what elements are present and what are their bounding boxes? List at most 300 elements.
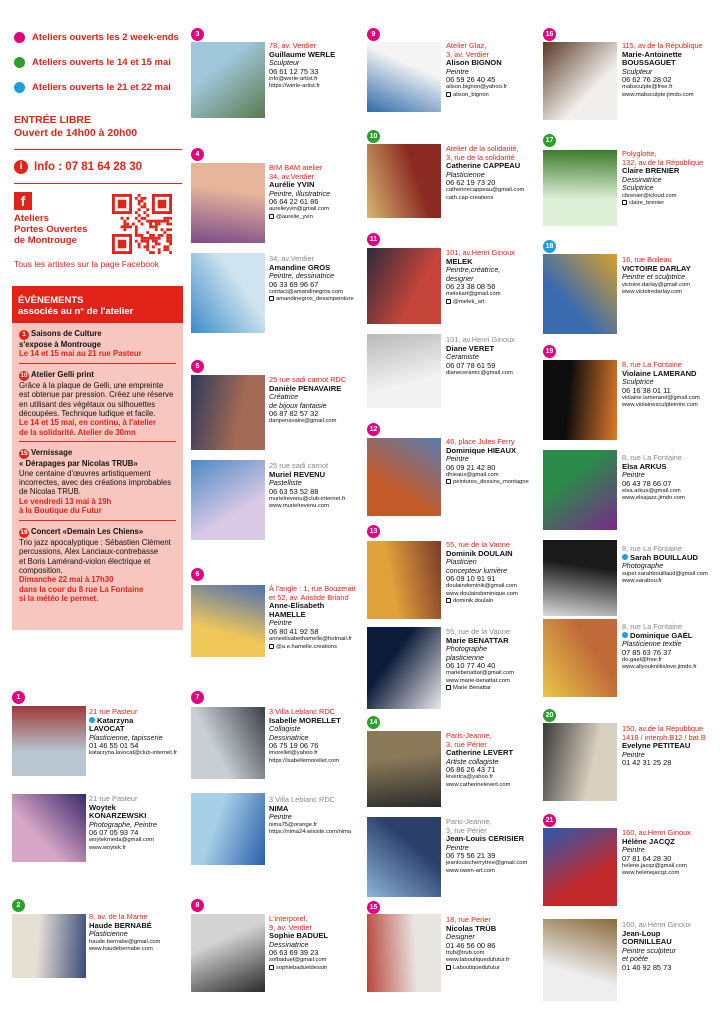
artist-phone[interactable]: 06 87 82 57 32 <box>269 409 319 418</box>
artist-name-text: Danièle PENAVAIRE <box>269 383 342 393</box>
artwork-photo[interactable] <box>367 144 441 218</box>
artist-role-line-2: Dessinatrice <box>269 732 309 742</box>
artist-role-line-2: plasticienne <box>446 652 484 662</box>
events-title: ÉVÈNEMENTS <box>18 295 84 306</box>
artist-contact-text: catherinecappeau@gmail.com <box>446 187 525 194</box>
artist-contact[interactable] <box>446 965 542 973</box>
artist-contact[interactable] <box>446 591 542 599</box>
artist-contact[interactable] <box>269 289 365 297</box>
legend-dot-icon <box>14 32 25 43</box>
events-panel <box>12 286 183 630</box>
event-text: de la solidarité. Atelier de 30mn <box>19 427 136 437</box>
event-text: Le 14 et 15 mai, en continu, à l'atelier <box>19 418 157 428</box>
artist-contact[interactable] <box>269 822 365 830</box>
artist-contact[interactable] <box>269 829 365 837</box>
artist-address: 16, rue Boileau <box>622 255 672 264</box>
artist-contact[interactable] <box>622 870 718 878</box>
event-text: s'expose à Montrouge <box>19 340 102 349</box>
artist-contact-text: www.woytek.fr <box>89 845 127 852</box>
artist-contact-text: doulaindominik@gmail.com <box>446 583 517 590</box>
artist-address: 55, rue de la Vanne <box>446 627 510 636</box>
legend-item <box>14 53 184 72</box>
event-line <box>19 370 176 381</box>
artist-contact-text: Laboutiquedufutur <box>453 965 500 972</box>
artist-phone[interactable]: 06 62 19 73 20 <box>446 178 496 188</box>
artist-contact[interactable] <box>446 472 542 480</box>
event-number-badge: 10 <box>20 371 28 379</box>
artist-role: Peintre <box>269 618 292 628</box>
artist-contact[interactable] <box>89 845 185 853</box>
instagram-icon <box>269 214 274 219</box>
artist-phone[interactable]: 01 46 56 00 86 <box>446 940 496 950</box>
event-text: Concert «Demain Les Chiens» <box>31 526 144 536</box>
event-number-badge: 1 <box>19 330 29 340</box>
atelier-number-badge: 20 <box>543 709 556 722</box>
artwork-photo[interactable] <box>191 163 265 243</box>
event-text: percussions, Alex Lanciaux-contrebasse <box>19 547 159 557</box>
event-line <box>19 594 176 603</box>
artist-contact[interactable] <box>446 583 542 591</box>
artist-contact-text: woytekmeda@gmail.com <box>89 837 154 844</box>
artwork-photo[interactable] <box>191 460 265 540</box>
artist-role: Peintre et sculptrice <box>622 272 686 282</box>
facebook-line-3: de Montrouge <box>14 235 77 246</box>
artist-role: Dessinatrice <box>269 939 309 949</box>
artist-contact-text: @melek_art <box>453 298 485 305</box>
artist-contact[interactable] <box>622 200 718 208</box>
artist-contact[interactable] <box>269 83 365 91</box>
artist-contact-text: www.murielrevenu.com <box>269 503 329 510</box>
artwork-photo[interactable] <box>12 794 86 862</box>
artist-contact[interactable] <box>446 370 542 378</box>
artist-role-line-2: Sculptrice <box>622 183 654 193</box>
facebook-line-2: Portes Ouvertes <box>14 224 88 235</box>
artist-name-line-2: HAMELLE <box>269 609 306 619</box>
artwork-photo[interactable] <box>12 706 86 776</box>
artist-name-text: Haude BERNABÉ <box>89 920 152 930</box>
artist-address: 46, place Jules Ferry <box>446 437 515 446</box>
artwork-photo[interactable] <box>367 914 441 992</box>
artwork-photo[interactable] <box>191 585 265 657</box>
artist-contact-text: https://werle-artist.fr <box>269 83 320 90</box>
artist-address: Atelier de la solidarité, <box>446 144 519 153</box>
artist-entry <box>446 732 542 790</box>
artwork-photo[interactable] <box>367 42 441 112</box>
artist-name-text: Nicolas TRÜB <box>446 923 497 933</box>
artist-phone[interactable]: 01 46 55 01 54 <box>89 741 139 751</box>
atelier-number-badge: 7 <box>191 691 204 704</box>
artist-address: Paris-Jeanne, <box>446 731 492 740</box>
artist-role-line-2: designer <box>446 273 474 283</box>
divider <box>14 183 182 184</box>
artist-phone[interactable]: 06 75 19 06 76 <box>269 741 319 750</box>
artist-contact-text: www.haudebernabe.com <box>89 946 153 953</box>
artist-entry <box>622 150 718 208</box>
artist-role: Peintre,créatrice, <box>446 265 501 275</box>
artist-contact[interactable] <box>622 402 718 410</box>
artwork-photo[interactable] <box>543 254 617 334</box>
artist-contact-text: www.catherinelevert.com <box>446 782 511 789</box>
artist-contact[interactable] <box>269 214 365 222</box>
artist-role: Photographe, Peintre <box>89 819 157 829</box>
artwork-photo[interactable] <box>367 627 441 709</box>
artist-address: 3 Villa Leblanc RDC <box>269 795 336 804</box>
artist-contact[interactable] <box>269 206 365 214</box>
artist-role: Peintre, dessinatrice <box>269 271 335 281</box>
artist-phone[interactable]: 07 81 64 28 30 <box>622 853 672 863</box>
artwork-photo[interactable] <box>367 817 441 897</box>
artist-contact[interactable] <box>269 644 365 652</box>
artist-entry <box>446 818 542 876</box>
artist-name-text: Anne-Elisabeth <box>269 601 325 611</box>
artist-entry <box>269 255 365 304</box>
events-list <box>12 323 183 608</box>
artist-phone[interactable]: 06 10 77 40 40 <box>446 661 496 670</box>
artist-role: Peintre <box>622 749 645 759</box>
artist-contact-text: katarzyna.lavocat@club-internet.fr <box>89 750 178 757</box>
artist-role: Ceramiste <box>446 352 479 362</box>
artist-contact[interactable] <box>446 84 542 92</box>
artist-contact-text: dhieaux@gmail.com <box>446 471 499 478</box>
artwork-photo[interactable] <box>367 334 441 408</box>
artist-entry <box>269 164 365 222</box>
artist-contact-text: cbrenier@icloud.com <box>622 192 677 199</box>
artist-phone[interactable]: 07 85 63 76 37 <box>622 647 672 657</box>
artist-contact[interactable] <box>622 289 718 297</box>
artist-phone[interactable]: 06 43 78 66 07 <box>622 478 672 488</box>
artist-entry <box>622 829 718 878</box>
artist-address-line-2: 3, rue Périer <box>446 825 487 835</box>
artwork-photo[interactable] <box>543 540 617 616</box>
artist-contact[interactable] <box>446 670 542 678</box>
artwork-photo[interactable] <box>543 360 617 440</box>
artist-address-line-2: 1418 / interph.B12 / bat.B <box>622 732 706 742</box>
artist-contact-text: murielrevenu@club-internet.fr <box>269 495 346 502</box>
artwork-photo[interactable] <box>367 248 441 324</box>
event-line <box>19 527 176 538</box>
artist-contact[interactable] <box>622 578 718 586</box>
artist-contact[interactable] <box>269 418 365 426</box>
artist-contact[interactable] <box>622 395 718 403</box>
artist-contact-text: www.elsajazz.jimdo.com <box>622 495 685 502</box>
artist-contact-text: amandinegros_dessinpeinture <box>276 296 354 303</box>
artist-contact-text: haude.bernabe@gmail.com <box>89 938 161 945</box>
artist-address: 8, rue La Fontaine <box>622 360 682 369</box>
artist-contact[interactable] <box>446 479 542 487</box>
artist-contact-text: helene.jacqz@gmail.com <box>622 862 687 869</box>
legend-label: Ateliers ouverts les 2 week-ends <box>32 32 179 43</box>
blue-dot-icon <box>622 554 628 560</box>
artwork-photo[interactable] <box>367 438 441 516</box>
artist-address: 3 Villa Leblanc RDC <box>269 707 336 716</box>
artwork-photo[interactable] <box>543 828 617 906</box>
artist-contact[interactable] <box>269 750 365 758</box>
artist-contact[interactable] <box>622 495 718 503</box>
artwork-photo[interactable] <box>543 150 617 226</box>
artist-contact[interactable] <box>89 946 185 954</box>
artist-name-text: Amandine GROS <box>269 262 331 272</box>
artist-name-text: MELEK <box>446 256 473 266</box>
artist-phone[interactable]: 06 86 26 43 71 <box>446 765 496 775</box>
legend-dot-icon <box>14 82 25 93</box>
artist-contact[interactable] <box>89 837 185 845</box>
artist-phone[interactable]: 06 23 38 08 56 <box>446 282 496 291</box>
atelier-number-badge: 16 <box>543 28 556 41</box>
artist-contact-text: www.mabsculpte.jimdo.com <box>622 92 694 99</box>
legend-dot-icon <box>14 57 25 68</box>
instagram-icon <box>446 598 451 603</box>
event-text: Trio jazz apocalyptique : Sébastien Clément <box>19 537 171 547</box>
artist-address: 160, av.Henri Ginoux <box>622 920 691 929</box>
artist-phone[interactable]: 06 59 26 40 45 <box>446 75 496 85</box>
facebook-note: Tous les artistes sur la page Facebook <box>14 259 160 269</box>
artist-phone[interactable]: 06 75 56 21 39 <box>446 851 496 861</box>
artist-contact[interactable] <box>446 782 542 790</box>
artist-contact[interactable] <box>269 496 365 504</box>
artist-contact[interactable] <box>622 657 718 665</box>
event-text: Le vendredi 13 mai à 19h <box>19 496 112 506</box>
artist-phone[interactable]: 06 61 12 75 33 <box>269 66 319 76</box>
artwork-photo[interactable] <box>543 42 617 120</box>
artist-address-line-2: 34, av.Verdier <box>269 171 315 181</box>
artist-contact-text: levertca@yahoo.fr <box>446 774 494 781</box>
artist-contact[interactable] <box>269 758 365 766</box>
artist-entry <box>446 145 542 203</box>
divider <box>14 149 182 150</box>
legend-label: Ateliers ouverts le 14 et 15 mai <box>32 57 171 68</box>
artist-name-text: Evelyne PETITEAU <box>622 741 691 751</box>
artist-role: Sculpteur <box>622 66 653 76</box>
artist-contact[interactable] <box>622 84 718 92</box>
instagram-icon <box>446 92 451 97</box>
artist-entry <box>446 42 542 100</box>
artist-contact-text: anneelisabethamelle@hotmail.fr <box>269 636 352 643</box>
artist-contact[interactable] <box>622 282 718 290</box>
artist-name-text: Marie BENATTAR <box>446 635 509 645</box>
artist-contact[interactable] <box>622 193 718 201</box>
artist-name-text: Marie-Antoinette <box>622 49 682 59</box>
event-line <box>19 469 176 478</box>
artwork-photo[interactable] <box>543 619 617 697</box>
info-phone[interactable]: Info : 07 81 64 28 30 <box>34 161 143 173</box>
artist-name-text: Diane VERET <box>446 343 495 353</box>
info-line <box>14 160 142 174</box>
artist-contact[interactable] <box>446 291 542 299</box>
artist-name-text: Catherine CAPPEAU <box>446 161 521 171</box>
artist-entry <box>622 921 718 972</box>
artist-contact[interactable] <box>446 598 542 606</box>
artist-contact[interactable] <box>622 571 718 579</box>
artist-contact[interactable] <box>269 296 365 304</box>
event-text: Atelier Gelli print <box>31 369 94 379</box>
artist-phone[interactable]: 06 33 69 96 67 <box>269 279 319 289</box>
atelier-number-badge: 9 <box>367 28 380 41</box>
artwork-photo[interactable] <box>367 731 441 807</box>
event-text: Dimanche 22 mai à 17h30 <box>19 575 114 585</box>
artist-phone[interactable]: 01 40 92 85 73 <box>622 962 672 972</box>
artist-contact-text: melekart@gmail.com <box>446 291 501 298</box>
artist-name-text: Jean-Louis CERISIER <box>446 834 525 844</box>
artist-phone[interactable]: 06 64 22 61 86 <box>269 197 319 207</box>
artist-name-text: Dominik DOULAIN <box>446 548 513 558</box>
artist-entry <box>89 708 185 758</box>
artist-entry <box>269 462 365 511</box>
artist-contact[interactable] <box>446 950 542 958</box>
atelier-number-badge: 10 <box>367 130 380 143</box>
artwork-photo[interactable] <box>191 914 265 992</box>
artist-contact[interactable] <box>446 299 542 307</box>
artist-entry <box>446 438 542 487</box>
event-text: découpées. Technique ludique et facile. <box>19 409 156 419</box>
artist-address: L'interporel, <box>269 914 308 923</box>
events-subtitle: associés au n° de l'atelier <box>18 306 134 317</box>
facebook-line-1: Ateliers <box>14 213 49 224</box>
artist-contact[interactable] <box>269 76 365 84</box>
artist-entry <box>622 42 718 100</box>
artist-phone[interactable]: 06 09 21 42 80 <box>446 462 496 472</box>
artist-role: Collagiste <box>269 724 301 734</box>
artist-contact[interactable] <box>446 774 542 782</box>
atelier-number-badge: 17 <box>543 134 556 147</box>
artist-phone[interactable]: 06 80 41 92 58 <box>269 626 319 636</box>
artist-contact-text: contact@amandinegros.com <box>269 288 343 295</box>
artist-contact[interactable] <box>446 92 542 100</box>
artist-role: Photographe <box>446 644 488 654</box>
blue-dot-icon <box>622 632 628 638</box>
artist-contact-text: www.violainesculpteintre.com <box>622 402 698 409</box>
artist-contact[interactable] <box>622 863 718 871</box>
artist-role: Plasticienne textile <box>622 639 682 649</box>
artist-entry <box>622 256 718 297</box>
events-header <box>12 286 183 323</box>
artist-contact-text: cath.cap-creations <box>446 195 494 202</box>
artist-contact[interactable] <box>622 488 718 496</box>
artist-address: 101, av.Henri Ginoux <box>446 248 515 257</box>
artist-contact-text: www.marie-benattar.com <box>446 677 510 684</box>
artist-contact[interactable] <box>446 678 542 686</box>
artist-phone[interactable]: 01 42 31 25 28 <box>622 758 672 768</box>
artwork-photo[interactable] <box>191 793 265 865</box>
artist-name-text: Sarah BOUILLAUD <box>630 552 698 562</box>
artist-phone[interactable]: 06 16 38 01 11 <box>622 385 671 395</box>
artist-address: 150, av.de la République <box>622 724 704 733</box>
artist-phone[interactable]: 06 07 05 93 74 <box>89 828 139 838</box>
event-line <box>19 478 176 487</box>
atelier-number-badge: 11 <box>367 233 380 246</box>
event-item <box>12 364 183 441</box>
artist-contact[interactable] <box>622 92 718 100</box>
artist-name-text: NIMA <box>269 803 289 813</box>
artist-contact[interactable] <box>622 664 718 672</box>
artist-contact[interactable] <box>446 187 542 195</box>
event-line <box>19 428 176 437</box>
artist-contact[interactable] <box>446 957 542 965</box>
artwork-photo[interactable] <box>191 707 265 779</box>
artist-contact-text: do.gael@free.fr <box>622 656 663 663</box>
artist-phone[interactable]: 06 07 78 61 59 <box>446 360 496 370</box>
artwork-photo[interactable] <box>543 919 617 1001</box>
artist-contact[interactable] <box>89 939 185 947</box>
artist-contact[interactable] <box>269 965 365 973</box>
artist-contact-text: www.laboutiquedufutur.fr <box>446 957 510 964</box>
artist-contact-text: www.owen-art.com <box>446 868 495 875</box>
artist-role: Artiste collagiste <box>446 756 499 766</box>
artist-name-line-2: KONARZEWSKI <box>89 811 147 821</box>
event-text: en utilisant des végétaux ou silhouettes <box>19 399 156 409</box>
artist-phone[interactable]: 06 63 53 52 88 <box>269 486 319 496</box>
artist-contact[interactable] <box>269 503 365 511</box>
artist-address: 8, av. de la Marne <box>89 912 148 921</box>
artist-name-line-2: BOUSSAGUET <box>622 58 676 68</box>
atelier-number-badge: 3 <box>191 28 204 41</box>
artist-role-line-2: concepteur lumière <box>446 565 508 575</box>
artist-contact[interactable] <box>446 685 542 693</box>
artist-entry <box>622 545 718 586</box>
artwork-photo[interactable] <box>367 541 441 619</box>
event-text: Grâce à la plaque de Gelli, une empreinte <box>19 380 164 390</box>
artist-phone[interactable]: 06 09 10 91 91 <box>446 574 496 583</box>
artist-name-text: Sophie BADUEL <box>269 931 329 941</box>
artist-entry <box>269 376 365 426</box>
artist-role: Designer <box>446 932 475 942</box>
entree-libre: ENTRÉE LIBRE <box>14 114 92 126</box>
artist-address-line-2: 132, av.de la République <box>622 157 704 167</box>
event-line <box>19 547 176 556</box>
artist-entry <box>269 915 365 973</box>
artist-contact[interactable] <box>269 636 365 644</box>
artist-entry <box>269 708 365 765</box>
artist-contact-text: https://isabellemorellet.com <box>269 757 340 764</box>
atelier-number-badge: 6 <box>191 568 204 581</box>
artist-contact-text: https://nima24.wixsite.com/nima <box>269 829 352 836</box>
artist-name-text: Katarzyna <box>97 715 134 725</box>
artist-contact[interactable] <box>269 957 365 965</box>
artist-phone[interactable]: 06 63 69 39 23 <box>269 948 319 958</box>
event-line <box>19 538 176 547</box>
event-text: Une centaine d'œuvres artistiquement <box>19 468 151 478</box>
artist-address: 101, av.Henri Ginoux <box>446 335 515 344</box>
artist-role: Peintre <box>446 842 469 852</box>
qr-code-icon[interactable] <box>112 194 172 254</box>
event-line <box>19 487 176 496</box>
artist-name-text: Catherine LEVERT <box>446 748 514 758</box>
artwork-photo[interactable] <box>191 375 265 450</box>
artist-name-text: Jean-Loup <box>622 928 661 938</box>
event-number-badge: 15 <box>20 450 28 458</box>
artwork-photo[interactable] <box>12 914 86 978</box>
artist-contact-text: alison_bignon <box>453 92 489 99</box>
artist-contact-text: sophiebadueldessin <box>276 965 328 972</box>
artist-role: Peintre <box>446 454 469 464</box>
artwork-photo[interactable] <box>543 723 617 801</box>
atelier-number-badge: 19 <box>543 345 556 358</box>
event-text: Vernissage <box>31 448 73 458</box>
artist-contact-text: trub@trub.com <box>446 949 485 956</box>
artist-entry <box>446 336 542 377</box>
opening-info <box>14 114 137 140</box>
artist-contact[interactable] <box>446 195 542 203</box>
artist-contact[interactable] <box>446 860 542 868</box>
artist-address: 8, rue La Fontaine <box>622 622 682 631</box>
artwork-photo[interactable] <box>191 253 265 333</box>
artist-contact[interactable] <box>89 750 185 758</box>
artist-contact[interactable] <box>446 868 542 876</box>
artwork-photo[interactable] <box>543 450 617 530</box>
artwork-photo[interactable] <box>191 42 265 118</box>
info-icon: i <box>14 160 28 174</box>
artist-contact-text: @a.e.hamelle.creations <box>276 643 337 650</box>
artist-phone[interactable]: 06 62 76 28 02 <box>622 75 672 85</box>
